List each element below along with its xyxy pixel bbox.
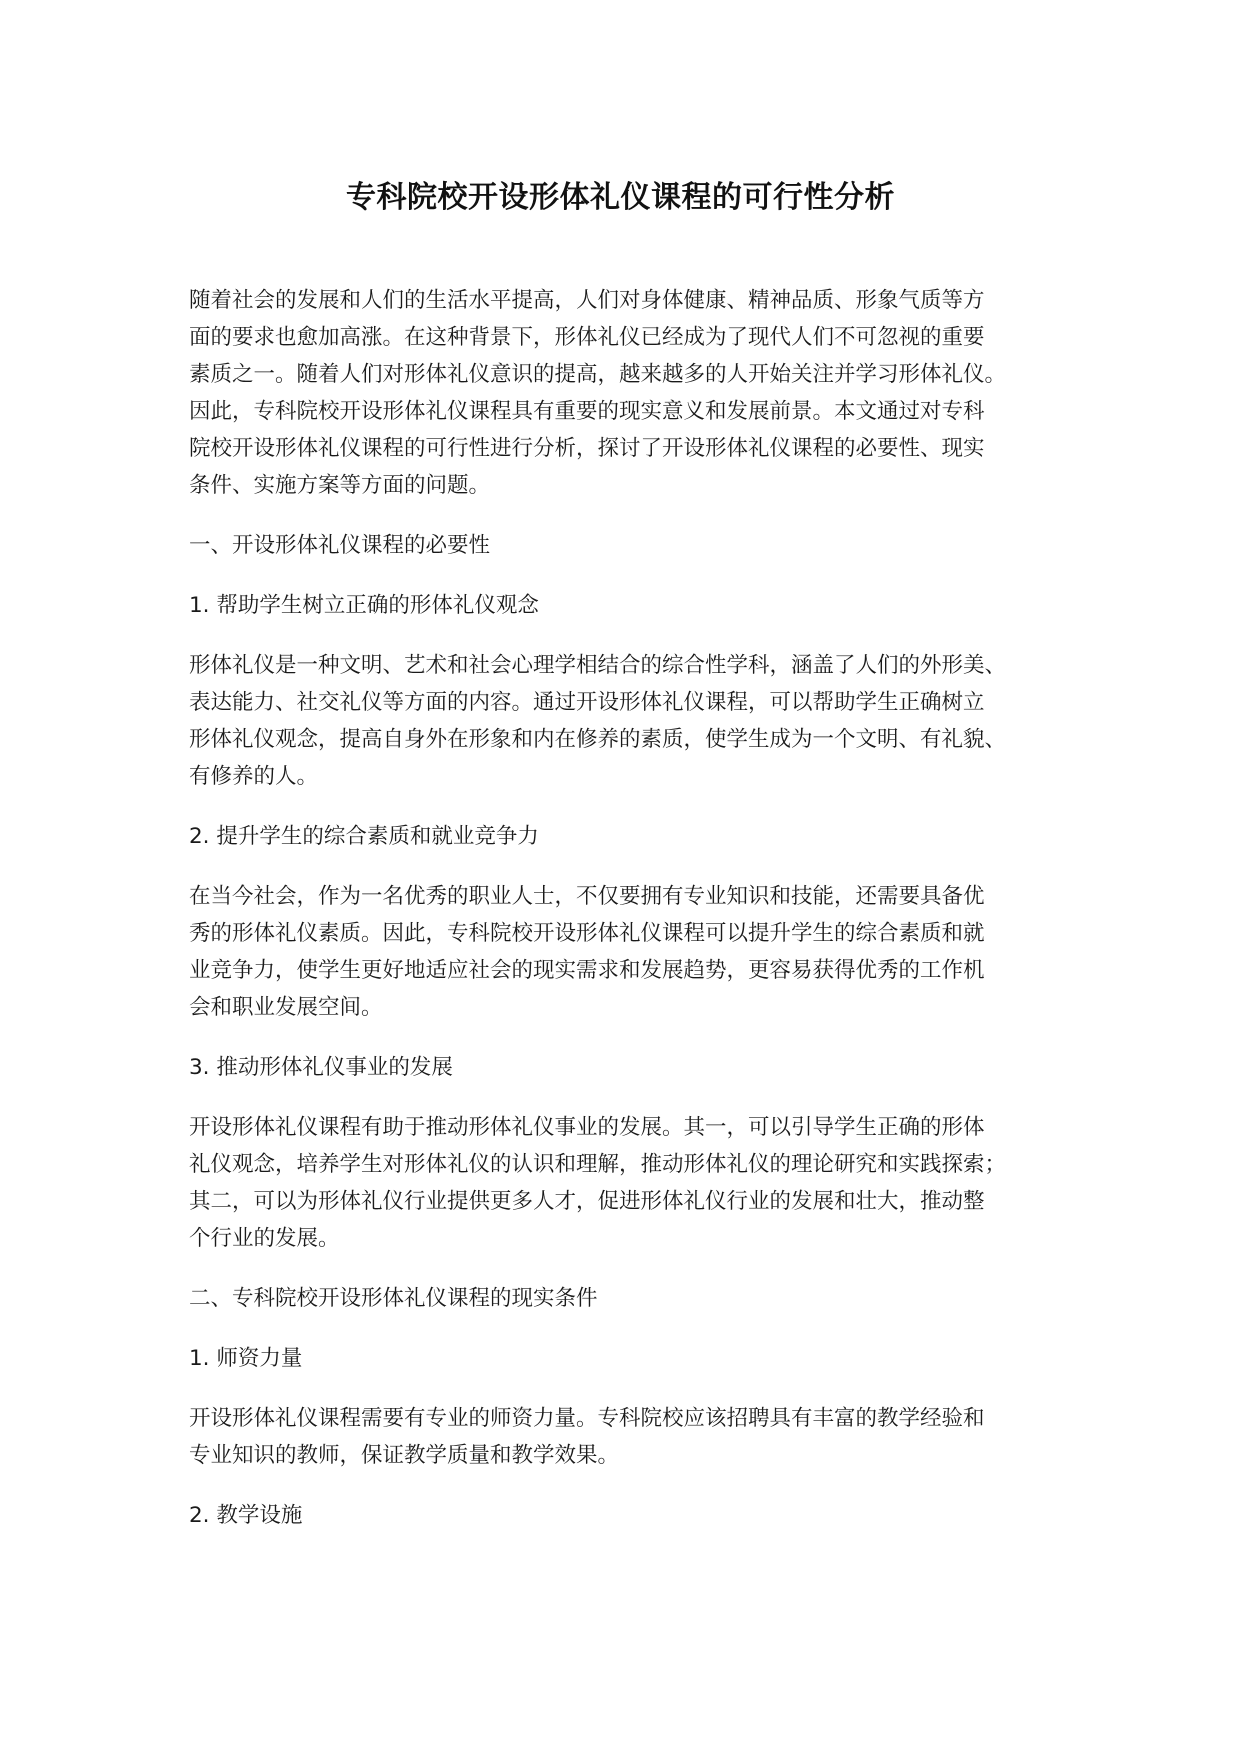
- text-line: 一、开设形体礼仪课程的必要性: [189, 533, 491, 558]
- text-line: 2. 提升学生的综合素质和就业竞争力: [189, 824, 539, 849]
- text-line: 礼仪观念，培养学生对形体礼仪的认识和理解，推动形体礼仪的理论研究和实践探索；: [189, 1152, 1007, 1177]
- text-line: 会和职业发展空间。: [189, 995, 383, 1020]
- text-line: 秀的形体礼仪素质。因此，专科院校开设形体礼仪课程可以提升学生的综合素质和就: [189, 921, 985, 946]
- text-line: 专业知识的教师，保证教学质量和教学效果。: [189, 1443, 620, 1468]
- text-line: 随着社会的发展和人们的生活水平提高，人们对身体健康、精神品质、形象气质等方: [189, 288, 985, 313]
- body-paragraph: [189, 1400, 1069, 1474]
- document-title: 专科院校开设形体礼仪课程的可行性分析: [346, 180, 895, 215]
- section-heading: [189, 1280, 1069, 1317]
- text-line: 形体礼仪是一种文明、艺术和社会心理学相结合的综合性学科，涵盖了人们的外形美、: [189, 653, 1007, 678]
- text-line: 业竞争力，使学生更好地适应社会的现实需求和发展趋势，更容易获得优秀的工作机: [189, 958, 985, 983]
- body-paragraph: [189, 647, 1069, 795]
- text-line: 条件、实施方案等方面的问题。: [189, 473, 491, 498]
- text-line: 2. 教学设施: [189, 1503, 303, 1528]
- body-paragraph: [189, 1109, 1069, 1257]
- text-line: 院校开设形体礼仪课程的可行性进行分析，探讨了开设形体礼仪课程的必要性、现实: [189, 436, 985, 461]
- section-heading: [189, 527, 1069, 564]
- text-line: 其二，可以为形体礼仪行业提供更多人才，促进形体礼仪行业的发展和壮大，推动整: [189, 1189, 985, 1214]
- text-line: 开设形体礼仪课程有助于推动形体礼仪事业的发展。其一，可以引导学生正确的形体: [189, 1115, 985, 1140]
- section-heading: [189, 1049, 1069, 1086]
- text-line: 形体礼仪观念，提高自身外在形象和内在修养的素质，使学生成为一个文明、有礼貌、: [189, 727, 1007, 752]
- text-line: 有修养的人。: [189, 764, 319, 789]
- text-line: 个行业的发展。: [189, 1226, 340, 1251]
- section-heading: [189, 1497, 1069, 1534]
- body-paragraph: [189, 282, 1069, 504]
- text-line: 1. 帮助学生树立正确的形体礼仪观念: [189, 593, 539, 618]
- text-line: 素质之一。随着人们对形体礼仪意识的提高，越来越多的人开始关注并学习形体礼仪。: [189, 362, 1007, 387]
- text-line: 面的要求也愈加高涨。在这种背景下，形体礼仪已经成为了现代人们不可忽视的重要: [189, 325, 985, 350]
- text-line: 3. 推动形体礼仪事业的发展: [189, 1055, 453, 1080]
- document-body: [189, 282, 1069, 1557]
- text-line: 表达能力、社交礼仪等方面的内容。通过开设形体礼仪课程，可以帮助学生正确树立: [189, 690, 985, 715]
- text-line: 因此，专科院校开设形体礼仪课程具有重要的现实意义和发展前景。本文通过对专科: [189, 399, 985, 424]
- body-paragraph: [189, 878, 1069, 1026]
- text-line: 开设形体礼仪课程需要有专业的师资力量。专科院校应该招聘具有丰富的教学经验和: [189, 1406, 985, 1431]
- section-heading: [189, 818, 1069, 855]
- text-line: 在当今社会，作为一名优秀的职业人士，不仅要拥有专业知识和技能，还需要具备优: [189, 884, 985, 909]
- section-heading: [189, 1340, 1069, 1377]
- text-line: 二、专科院校开设形体礼仪课程的现实条件: [189, 1286, 598, 1311]
- section-heading: [189, 587, 1069, 624]
- text-line: 1. 师资力量: [189, 1346, 303, 1371]
